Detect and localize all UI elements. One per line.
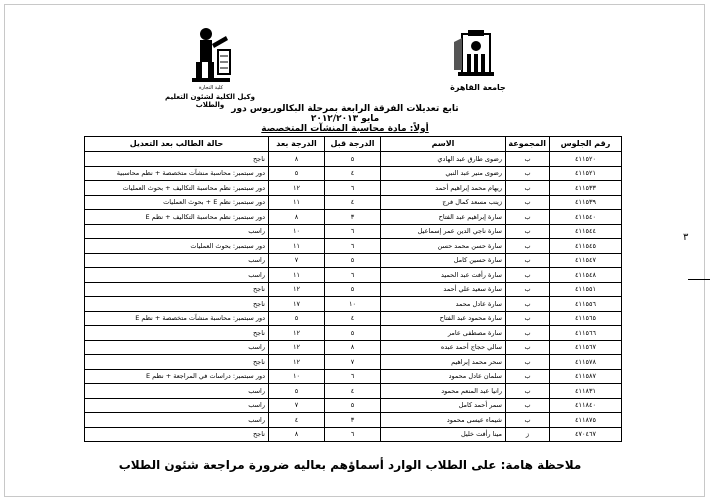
table-row: [85, 413, 622, 428]
cell-before: ١٠: [325, 297, 381, 312]
cell-before: ٥: [325, 326, 381, 341]
vice-dean-caption: وكيل الكلية لشئون التعليم والطلاب: [165, 93, 255, 109]
cell-name: رانيا عبد المنعم محمود: [381, 384, 506, 399]
cell-status: راسب: [85, 268, 269, 283]
cell-seat: ٤١١٥٤٨: [550, 268, 622, 283]
cell-after: ١١: [269, 239, 325, 254]
cell-group: ب: [506, 369, 550, 384]
cell-before: ٦: [325, 369, 381, 384]
results-table: [84, 136, 622, 442]
cell-group: ب: [506, 326, 550, 341]
important-note: ملاحظة هامة: على الطلاب الوارد أسماؤهم بعاليه ضرورة مراجعة شئون الطلاب: [118, 458, 582, 472]
cell-before: ٣: [325, 413, 381, 428]
cell-seat: ٤١١٥٧٨: [550, 355, 622, 370]
cell-name: رضوى طارق عبد الهادي: [381, 152, 506, 167]
cell-before: ٤: [325, 311, 381, 326]
cell-group: ب: [506, 210, 550, 225]
cell-status: راسب: [85, 384, 269, 399]
column-header-status: حالة الطالب بعد التعديل: [85, 137, 269, 152]
cell-status: دور سبتمبر: بحوث العمليات: [85, 239, 269, 254]
table-row: [85, 239, 622, 254]
cell-name: سارة حسن محمد حسن: [381, 239, 506, 254]
cairo-university-logo: [448, 26, 504, 82]
cell-seat: ٤١١٥٤٤: [550, 224, 622, 239]
cell-name: سارة عادل محمد: [381, 297, 506, 312]
cell-after: ٥: [269, 166, 325, 181]
cell-status: دور سبتمبر: نظم محاسبة التكاليف + نظم E: [85, 210, 269, 225]
cell-group: ب: [506, 384, 550, 399]
cell-status: ناجح: [85, 152, 269, 167]
cell-name: سارة محمود عبد الفتاح: [381, 311, 506, 326]
cell-name: شيماء عيسى محمود: [381, 413, 506, 428]
cell-name: سارة إبراهيم عبد الفتاح: [381, 210, 506, 225]
table-row: [85, 384, 622, 399]
column-header-name: الاسم: [381, 137, 506, 152]
cell-after: ٤: [269, 413, 325, 428]
cell-status: ناجح: [85, 282, 269, 297]
cell-seat: ٤١١٥٦٥: [550, 311, 622, 326]
cell-group: ب: [506, 239, 550, 254]
cell-group: ب: [506, 268, 550, 283]
side-rule: [688, 279, 710, 280]
table-row: [85, 210, 622, 225]
cell-status: دور سبتمبر: دراسات في المراجعة + نظم E: [85, 369, 269, 384]
cell-seat: ٤١١٥٥١: [550, 282, 622, 297]
cell-seat: ٤١١٥٤٧: [550, 253, 622, 268]
cell-before: ٧: [325, 355, 381, 370]
cell-name: سمر أحمد كامل: [381, 398, 506, 413]
cell-before: ٥: [325, 398, 381, 413]
cell-name: سلمان عادل محمود: [381, 369, 506, 384]
table-row: [85, 152, 622, 167]
cell-status: راسب: [85, 413, 269, 428]
table-header-row: [85, 137, 622, 152]
column-header-seat: رقم الجلوس: [550, 137, 622, 152]
cell-group: ب: [506, 282, 550, 297]
cell-name: سارة حسين كامل: [381, 253, 506, 268]
cell-name: سارة رأفت عبد الحميد: [381, 268, 506, 283]
cell-after: ١٠: [269, 369, 325, 384]
cell-seat: ٤١١٨٤٠: [550, 398, 622, 413]
table-row: [85, 311, 622, 326]
cell-seat: ٤١١٥٥٦: [550, 297, 622, 312]
table-row: [85, 340, 622, 355]
cell-after: ١٢: [269, 340, 325, 355]
cell-after: ٥: [269, 384, 325, 399]
cell-status: راسب: [85, 224, 269, 239]
cell-before: ٤: [325, 195, 381, 210]
cell-seat: ٤١١٥٣٩: [550, 195, 622, 210]
cell-status: دور سبتمبر: محاسبة منشآت متخصصة + نظم E: [85, 311, 269, 326]
cell-group: ب: [506, 166, 550, 181]
cell-after: ١٠: [269, 224, 325, 239]
cell-after: ١٢: [269, 326, 325, 341]
cell-seat: ٤١١٥٣٣: [550, 181, 622, 196]
cell-before: ٤: [325, 384, 381, 399]
table-row: [85, 326, 622, 341]
column-header-grade-before: الدرجة قبل: [325, 137, 381, 152]
cell-status: راسب: [85, 340, 269, 355]
cell-group: ب: [506, 152, 550, 167]
cell-seat: ٤١١٥٦٦: [550, 326, 622, 341]
table-row: [85, 268, 622, 283]
cell-status: ناجح: [85, 427, 269, 442]
table-row: [85, 253, 622, 268]
table-row: [85, 166, 622, 181]
cell-before: ٦: [325, 239, 381, 254]
cell-group: ب: [506, 297, 550, 312]
cell-group: ب: [506, 224, 550, 239]
page-side-mark: ٣: [683, 232, 689, 243]
table-row: [85, 427, 622, 442]
cell-status: دور سبتمبر: محاسبة منشآت متخصصة + نظم محاسبية: [85, 166, 269, 181]
cell-name: سارة سعيد علي أحمد: [381, 282, 506, 297]
table-row: [85, 355, 622, 370]
cell-after: ٨: [269, 210, 325, 225]
column-header-grade-after: الدرجة بعد: [269, 137, 325, 152]
cell-seat: ٤١١٥٤٥: [550, 239, 622, 254]
cell-group: ب: [506, 355, 550, 370]
cell-group: ب: [506, 181, 550, 196]
cell-seat: ٤١١٥٢٠: [550, 152, 622, 167]
cell-name: رضوى منير عبد النبي: [381, 166, 506, 181]
cairo-university-caption: جامعة القاهرة: [450, 83, 506, 92]
table-row: [85, 369, 622, 384]
cell-seat: ٤١١٥٤٠: [550, 210, 622, 225]
cell-group: ب: [506, 311, 550, 326]
cell-seat: ٤١١٨٧٥: [550, 413, 622, 428]
cell-group: ز: [506, 427, 550, 442]
cell-seat: ٤١١٨٣١: [550, 384, 622, 399]
cell-name: سحر محمد إبراهيم: [381, 355, 506, 370]
cell-seat: ٤١١٥٨٧: [550, 369, 622, 384]
cell-status: ناجح: [85, 297, 269, 312]
cell-before: ٦: [325, 224, 381, 239]
cell-after: ١٢: [269, 355, 325, 370]
cell-after: ٥: [269, 311, 325, 326]
cell-after: ٨: [269, 152, 325, 167]
cell-seat: ٤١١٥٦٧: [550, 340, 622, 355]
cell-before: ٦: [325, 181, 381, 196]
table-row: [85, 181, 622, 196]
cell-name: مينا رأفت خليل: [381, 427, 506, 442]
table-row: [85, 297, 622, 312]
cell-before: ٦: [325, 427, 381, 442]
cell-seat: ٤٧٠٤٦٧: [550, 427, 622, 442]
cell-before: ٥: [325, 282, 381, 297]
cell-status: راسب: [85, 253, 269, 268]
faculty-logo: [188, 26, 234, 84]
cell-seat: ٤١١٥٢١: [550, 166, 622, 181]
table-row: [85, 282, 622, 297]
document-title: تابع تعديلات الفرقة الرابعة بمرحلة البكالوريوس دور مايو ٢٠١٢/٢٠١٣: [231, 104, 459, 124]
cell-after: ١٧: [269, 297, 325, 312]
cell-name: سالي حجاج أحمد عبده: [381, 340, 506, 355]
cell-before: ٥: [325, 253, 381, 268]
cell-group: ب: [506, 253, 550, 268]
cell-before: ٦: [325, 268, 381, 283]
cell-after: ٧: [269, 253, 325, 268]
cell-after: ١٢: [269, 282, 325, 297]
cell-name: ريهام محمد إبراهيم أحمد: [381, 181, 506, 196]
cell-name: زينب مسعد كمال فرج: [381, 195, 506, 210]
column-header-group: المجموعة: [506, 137, 550, 152]
table-row: [85, 195, 622, 210]
cell-before: ٥: [325, 152, 381, 167]
cell-before: ٣: [325, 210, 381, 225]
cell-after: ١٢: [269, 181, 325, 196]
faculty-caption: كلية التجارة: [198, 85, 224, 91]
cell-after: ٧: [269, 398, 325, 413]
subject-title: أولاً: مادة محاسبة المنشآت المتخصصة: [261, 124, 429, 134]
cell-status: ناجح: [85, 326, 269, 341]
cell-after: ٨: [269, 427, 325, 442]
cell-status: دور سبتمبر: نظم محاسبة التكاليف + بحوث العمليات: [85, 181, 269, 196]
table-row: [85, 224, 622, 239]
cell-before: ٤: [325, 166, 381, 181]
cell-group: ب: [506, 413, 550, 428]
cell-after: ١١: [269, 268, 325, 283]
cell-name: سارة ناجي الدين عمر إسماعيل: [381, 224, 506, 239]
cell-status: ناجح: [85, 355, 269, 370]
cell-group: ب: [506, 398, 550, 413]
cell-status: راسب: [85, 398, 269, 413]
cell-after: ١١: [269, 195, 325, 210]
cell-group: ب: [506, 195, 550, 210]
cell-before: ٨: [325, 340, 381, 355]
cell-group: ب: [506, 340, 550, 355]
cell-status: دور سبتمبر: نظم E + بحوث العمليات: [85, 195, 269, 210]
table-row: [85, 398, 622, 413]
cell-name: سارة مصطفى عامر: [381, 326, 506, 341]
